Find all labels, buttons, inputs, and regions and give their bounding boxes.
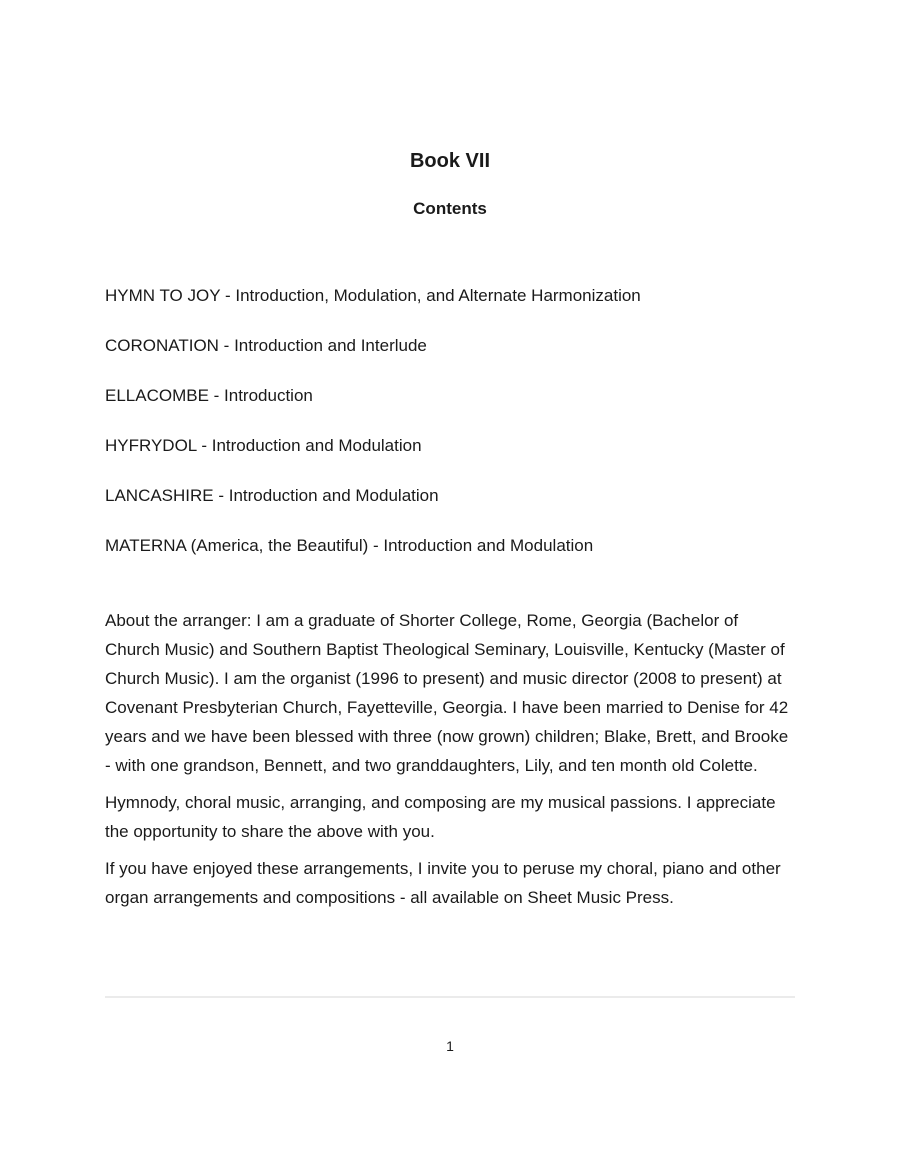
contents-item: CORONATION - Introduction and Interlude [105,336,427,355]
contents-item: MATERNA (America, the Beautiful) - Introduction and Modulation [105,536,594,555]
about-paragraph: If you have enjoyed these arrangements, I invite you to peruse my choral, piano and other organ arrangements and compositions - all available on Sheet Music Press. [105,859,781,907]
contents-list [105,284,805,584]
page-number: 1 [446,1038,454,1054]
contents-heading: Contents [413,199,487,218]
contents-item: HYFRYDOL - Introduction and Modulation [105,436,422,455]
page-title: Book VII [409,150,490,172]
about-paragraph: About the arranger: I am a graduate of Shorter College, Rome, Georgia (Bachelor of Church Music) and Southern Baptist Theological Seminary, Louisville, Kentucky (Master of Church Music). I am the organist (1996 to present) and music director (2008 to present) at Covenant Presbyterian Church, Fayetteville, Georgia. I have been married to Denise for 42 years and we have been blessed with three (now grown) children; Blake, Brett, and Brooke - with one grandson, Bennett, and two granddaughters, Lily, and ten month old Colette. [105,611,789,775]
contents-item: LANCASHIRE - Introduction and Modulation [105,486,439,505]
about-section [105,606,795,920]
contents-item: ELLACOMBE - Introduction [105,386,313,405]
footer-divider [105,996,795,998]
contents-item: HYMN TO JOY - Introduction, Modulation, and Alternate Harmonization [105,286,641,305]
about-paragraph: Hymnody, choral music, arranging, and composing are my musical passions. I appreciate the opportunity to share the above with you. [105,793,776,841]
